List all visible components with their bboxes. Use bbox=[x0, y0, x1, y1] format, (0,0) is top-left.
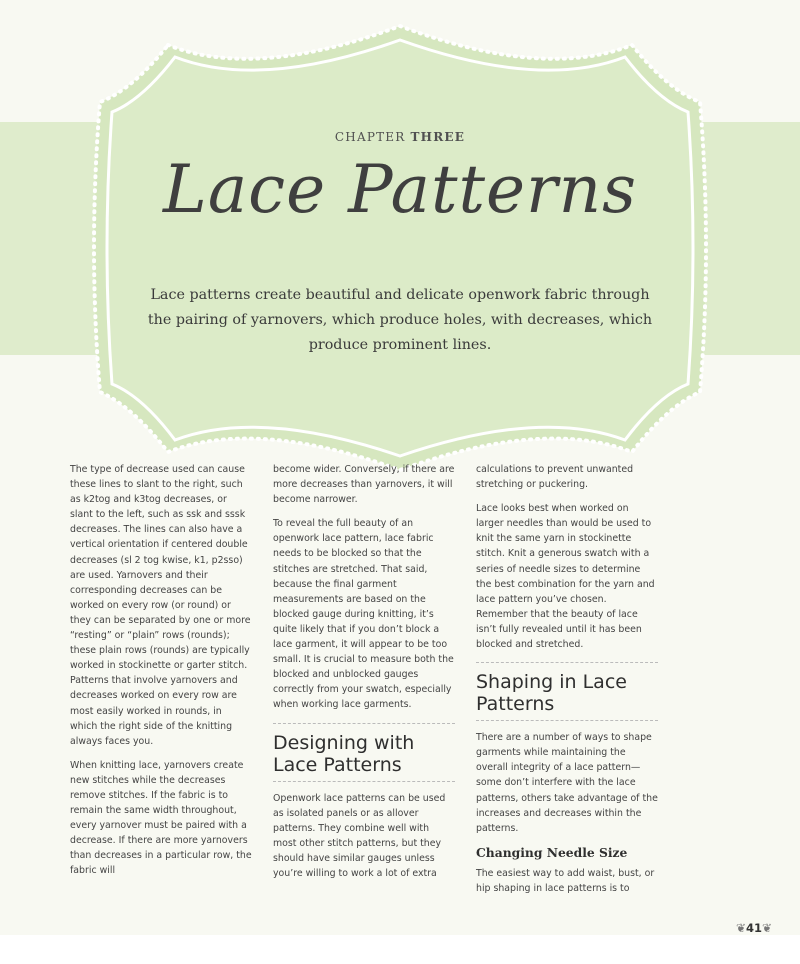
page-number bbox=[736, 918, 772, 938]
page-number-value: 41 bbox=[746, 921, 763, 935]
paragraph: Lace looks best when worked on larger needles than would be used to knit the same yarn in stockinette stitch. Knit a generous swatch with a series of needle sizes to determine the best combination for the yarn and lace pattern you’ve chosen. Remember that the beauty of lace isn’t fully revealed until it has been blocked and stretched. bbox=[476, 503, 655, 651]
text-column-1 bbox=[70, 462, 252, 888]
laurel-right-icon: ❦ bbox=[762, 921, 773, 935]
text-column-2 bbox=[273, 462, 455, 890]
paragraph: Openwork lace patterns can be used as isolated panels or as allover patterns. They combine well with most other stitch patterns, but they should have similar gauges unless you’re willing to work a lot of extra bbox=[273, 792, 446, 879]
section-heading-designing: Designing with Lace Patterns bbox=[273, 723, 455, 782]
chapter-title: Lace Patterns bbox=[162, 151, 637, 228]
chapter-label-number: THREE bbox=[410, 130, 466, 144]
subsection-heading-needle-size: Changing Needle Size bbox=[476, 844, 628, 860]
chapter-label-prefix: CHAPTER bbox=[334, 130, 406, 144]
paragraph: To reveal the full beauty of an openwork lace pattern, lace fabric needs to be blocked so that the stitches are stretched. That said, because the final garment measurements are based on the blocked gauge during knitting, it’s quite likely that if you don’t block a lace garment, it will appear to be too small. It is crucial to measure both the blocked and unblocked gauges correctly from your swatch, especially when working lace garments. bbox=[273, 518, 454, 711]
chapter-intro: Lace patterns create beautiful and delicate openwork fabric through the pairing of yarnovers, which produce holes, with decreases, which produce prominent lines. bbox=[147, 287, 653, 353]
paragraph: become wider. Conversely, if there are more decreases than yarnovers, it will become narrower. bbox=[273, 464, 455, 506]
text-column-3 bbox=[476, 462, 658, 905]
paragraph: calculations to prevent unwanted stretching or puckering. bbox=[476, 464, 634, 491]
chapter-label bbox=[0, 130, 800, 144]
paragraph: The type of decrease used can cause these lines to slant to the right, such as k2tog and k3tog decreases, or slant to the left, such as ssk and sssk decreases. The lines can also have a vertical orientation if centered double decreases (sl 2 tog kwise, k1, p2sso) are used. Yarnovers and their corresponding decreases can be worked on every row (or round) or they can be separated by one or more “resting” or “plain” rows (rounds); these plain rows (rounds) are typically worked in stockinette or garter stitch. Patterns that involve yarnovers and decreases worked on every row are most easily worked in rounds, in which the right side of the knitting always faces you. bbox=[70, 464, 251, 747]
paragraph: The easiest way to add waist, bust, or hip shaping in lace patterns is to bbox=[476, 867, 655, 894]
paragraph: When knitting lace, yarnovers create new stitches while the decreases remove stitches. If the fabric is to remain the same width throughout, every yarnover must be paired with a decrease. If there are more yarnovers than decreases in a particular row, the fabric will bbox=[70, 759, 252, 877]
laurel-left-icon: ❦ bbox=[735, 921, 746, 935]
frame-inner-border bbox=[107, 40, 693, 456]
paragraph: There are a number of ways to shape garments while maintaining the overall integrity of a lace pattern—some don’t interfere with the lace patterns, others take advantage of the increases and decreases within the patterns. bbox=[476, 732, 658, 834]
section-heading-shaping: Shaping in Lace Patterns bbox=[476, 662, 658, 721]
